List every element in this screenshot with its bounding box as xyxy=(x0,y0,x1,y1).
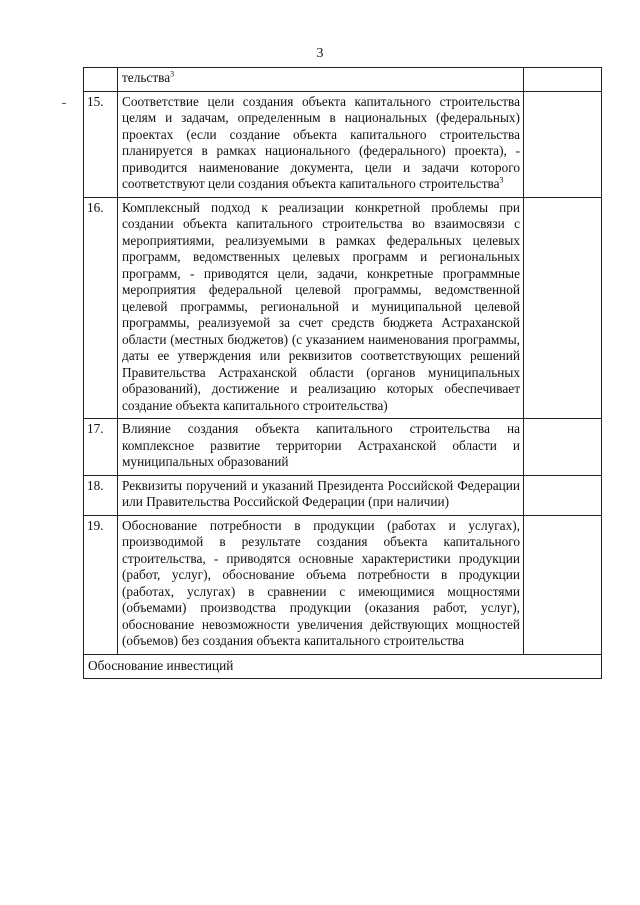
table-row xyxy=(84,68,602,92)
row-value-cell xyxy=(524,515,602,654)
row-number-cell: 15. xyxy=(84,91,118,197)
row-text: тельства xyxy=(122,70,171,85)
row-value-cell xyxy=(524,475,602,515)
row-description-cell: Влияние создания объекта капитального строительства на комплексное развитие территории Астраханской области и муниципальных образований xyxy=(118,419,524,476)
row-value-cell xyxy=(524,197,602,419)
row-description-cell xyxy=(118,91,524,197)
margin-mark xyxy=(62,103,66,104)
row-value-cell xyxy=(524,68,602,92)
page-number: 3 xyxy=(316,46,324,61)
row-description-cell xyxy=(118,68,524,92)
table-row xyxy=(84,91,602,197)
row-description-cell: Обоснование потребности в продукции (работах и услугах), производимой в результате создания объекта капитального строительства, - приводятся основные характеристики продукции (работ, услуг), обоснование объема потребности в продукции (работах, услугах) в сравнении с имеющимися мощностями (объемами) производства продукции (оказания работ, услуг), обоснование невозможности увеличения действующих мощностей (объемов) без создания объекта капитального строительства xyxy=(118,515,524,654)
row-description-cell: Комплексный подход к реализации конкретной проблемы при создании объекта капитального строительства во взаимосвязи с мероприятиями, реализуемыми в рамках федеральных целевых программ, ведомственных целевых программ и региональных программ, - приводятся цели, задачи, конкретные программные мероприятия федеральной целевой программы, ведомственной целевой программы, региональной и муниципальной целевой программы, реализуемой за счет средств бюджета Астраханской области (местных бюджетов) (с указанием наименования программы, даты ее утверждения или реквизитов соответствующих решений Правительства Астраханской области (органов муниципальных образований), достижение и реализацию которых обеспечивает создание объекта капитального строительства) xyxy=(118,197,524,419)
requirements-table xyxy=(83,67,602,679)
table-row xyxy=(84,419,602,476)
table-row xyxy=(84,197,602,419)
section-heading-row xyxy=(84,654,602,679)
row-description-cell: Реквизиты поручений и указаний Президента Российской Федерации или Правительства Российской Федерации (при наличии) xyxy=(118,475,524,515)
footnote-ref: 3 xyxy=(499,175,504,185)
row-text: Соответствие цели создания объекта капитального строительства целям и задачам, определенным в национальных (федеральных) проектах (если создание объекта капитального строительства планируется в рамках национального (федерального) проекта), - приводится наименование документа, цели и задачи которого соответствуют цели создания объекта капитального строительства xyxy=(122,93,520,191)
table-row xyxy=(84,515,602,654)
section-heading: Обоснование инвестиций xyxy=(84,654,602,679)
row-number-cell: 18. xyxy=(84,475,118,515)
row-value-cell xyxy=(524,419,602,476)
table-row xyxy=(84,475,602,515)
footnote-ref: 3 xyxy=(170,69,175,79)
row-number-cell: 17. xyxy=(84,419,118,476)
row-value-cell xyxy=(524,91,602,197)
row-number-cell xyxy=(84,68,118,92)
row-number-cell: 16. xyxy=(84,197,118,419)
row-number-cell: 19. xyxy=(84,515,118,654)
